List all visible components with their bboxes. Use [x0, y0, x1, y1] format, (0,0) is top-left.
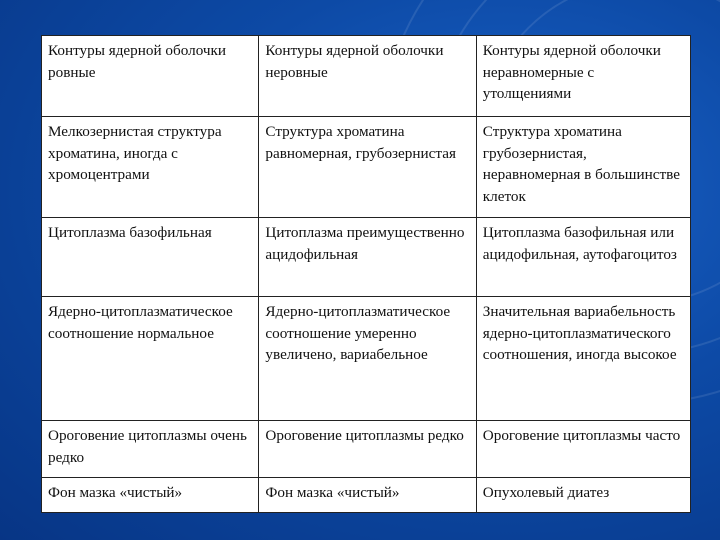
table-cell: Цитоплазма преимущественно ацидофильная: [259, 218, 476, 297]
table-cell: Цитоплазма базофильная или ацидофильная, аутофагоцитоз: [476, 218, 690, 297]
table-row: [42, 36, 691, 117]
table-row: [42, 297, 691, 421]
table-cell: Ядерно-цитоплазматическое соотношение умеренно увеличено, вариабельное: [259, 297, 476, 421]
table-cell: Фон мазка «чистый»: [42, 478, 259, 513]
table-cell: Опухолевый диатез: [476, 478, 690, 513]
table-row: [42, 478, 691, 513]
table-cell: Значительная вариабельность ядерно-цитоплазматического соотношения, иногда высокое: [476, 297, 690, 421]
table-cell: Контуры ядерной оболочки неровные: [259, 36, 476, 117]
table-row: [42, 117, 691, 218]
table-cell: Структура хроматина равномерная, грубозернистая: [259, 117, 476, 218]
table-cell: Фон мазка «чистый»: [259, 478, 476, 513]
table-cell: Ороговение цитоплазмы очень редко: [42, 421, 259, 478]
table-cell: Ядерно-цитоплазматическое соотношение нормальное: [42, 297, 259, 421]
table-cell: Цитоплазма базофильная: [42, 218, 259, 297]
table-cell: Контуры ядерной оболочки ровные: [42, 36, 259, 117]
table-cell: Контуры ядерной оболочки неравномерные с утолщениями: [476, 36, 690, 117]
comparison-table: [41, 35, 691, 513]
table-cell: Ороговение цитоплазмы часто: [476, 421, 690, 478]
table-row: [42, 421, 691, 478]
table-cell: Ороговение цитоплазмы редко: [259, 421, 476, 478]
table-cell: Мелкозернистая структура хроматина, иногда с хромоцентрами: [42, 117, 259, 218]
table-row: [42, 218, 691, 297]
table-cell: Структура хроматина грубозернистая, неравномерная в большинстве клеток: [476, 117, 690, 218]
